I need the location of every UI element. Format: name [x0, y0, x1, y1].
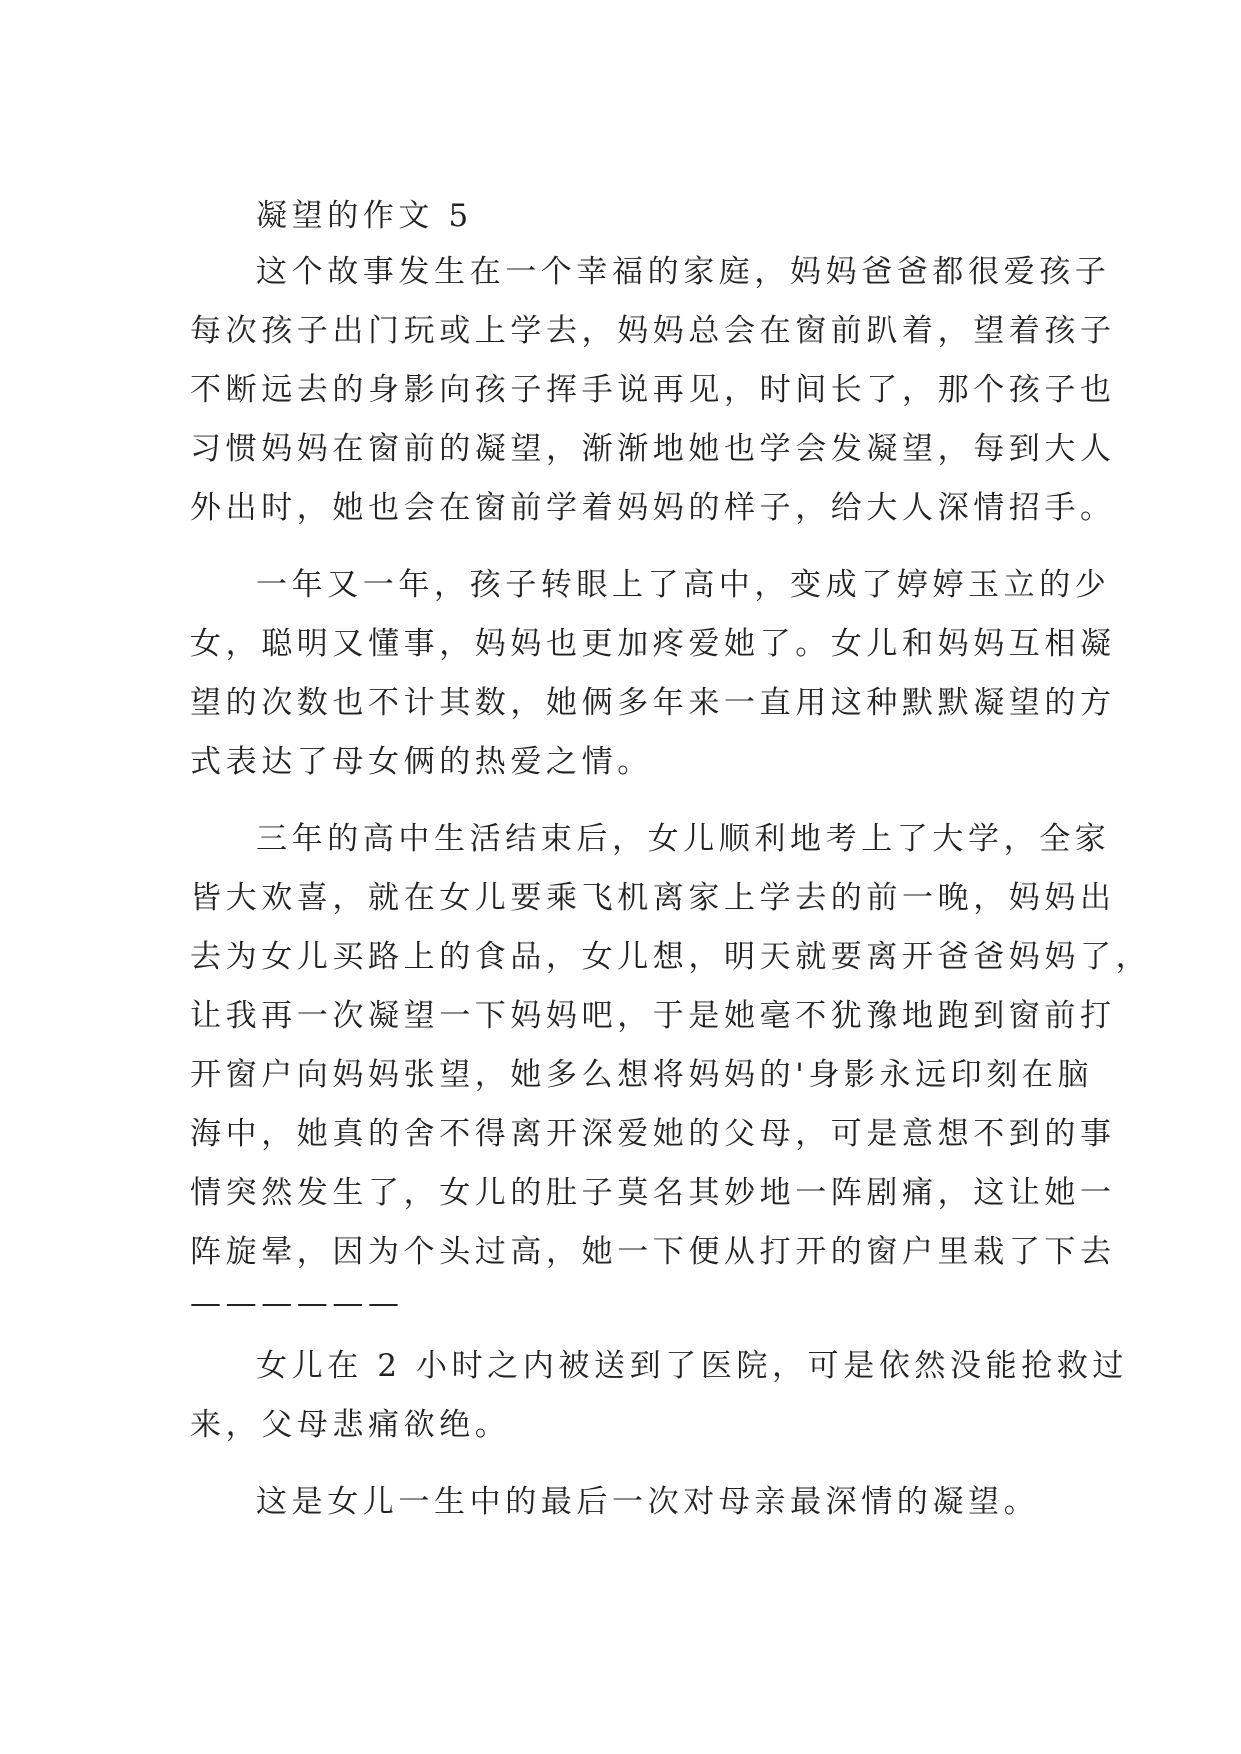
paragraph-line: 望的次数也不计其数，她俩多年来一直用这种默默凝望的方	[190, 685, 1116, 721]
document-title: 凝望的作文 5	[256, 198, 473, 234]
paragraph-line: 来，父母悲痛欲绝。	[190, 1407, 511, 1443]
paragraph-line: 不断远去的身影向孩子挥手说再见，时间长了，那个孩子也	[190, 372, 1116, 408]
paragraph-line: 外出时，她也会在窗前学着妈妈的样子，给大人深情招手。	[190, 490, 1116, 526]
paragraph-line: 一年又一年，孩子转眼上了高中，变成了婷婷玉立的少	[256, 567, 1111, 603]
paragraph-line: 这是女儿一生中的最后一次对母亲最深情的凝望。	[256, 1484, 1040, 1520]
paragraph-line: 阵旋晕，因为个头过高，她一下便从打开的窗户里栽了下去	[190, 1234, 1116, 1270]
paragraph-line: 去为女儿买路上的食品，女儿想，明天就要离开爸爸妈妈了，	[190, 939, 1152, 975]
paragraph-line: 情突然发生了，女儿的肚子莫名其妙地一阵剧痛，这让她一	[190, 1175, 1116, 1211]
paragraph-line: 每次孩子出门玩或上学去，妈妈总会在窗前趴着，望着孩子	[190, 313, 1116, 349]
paragraph-line: 开窗户向妈妈张望，她多么想将妈妈的'身影永远印刻在脑	[190, 1057, 1094, 1093]
paragraph-line: 女儿在 2 小时之内被送到了医院，可是依然没能抢救过	[256, 1348, 1129, 1384]
paragraph-line: 女，聪明又懂事，妈妈也更加疼爱她了。女儿和妈妈互相凝	[190, 626, 1116, 662]
paragraph-line: 皆大欢喜，就在女儿要乘飞机离家上学去的前一晚，妈妈出	[190, 880, 1116, 916]
paragraph-line: 三年的高中生活结束后，女儿顺利地考上了大学，全家	[256, 821, 1111, 857]
paragraph-line: ——————	[190, 1285, 404, 1321]
paragraph-line: 式表达了母女俩的热爱之情。	[190, 744, 653, 780]
paragraph-line: 让我再一次凝望一下妈妈吧，于是她毫不犹豫地跑到窗前打	[190, 998, 1116, 1034]
paragraph-line: 习惯妈妈在窗前的凝望，渐渐地她也学会发凝望，每到大人	[190, 431, 1116, 467]
paragraph-line: 这个故事发生在一个幸福的家庭，妈妈爸爸都很爱孩子	[256, 254, 1111, 290]
paragraph-line: 海中，她真的舍不得离开深爱她的父母，可是意想不到的事	[190, 1116, 1116, 1152]
